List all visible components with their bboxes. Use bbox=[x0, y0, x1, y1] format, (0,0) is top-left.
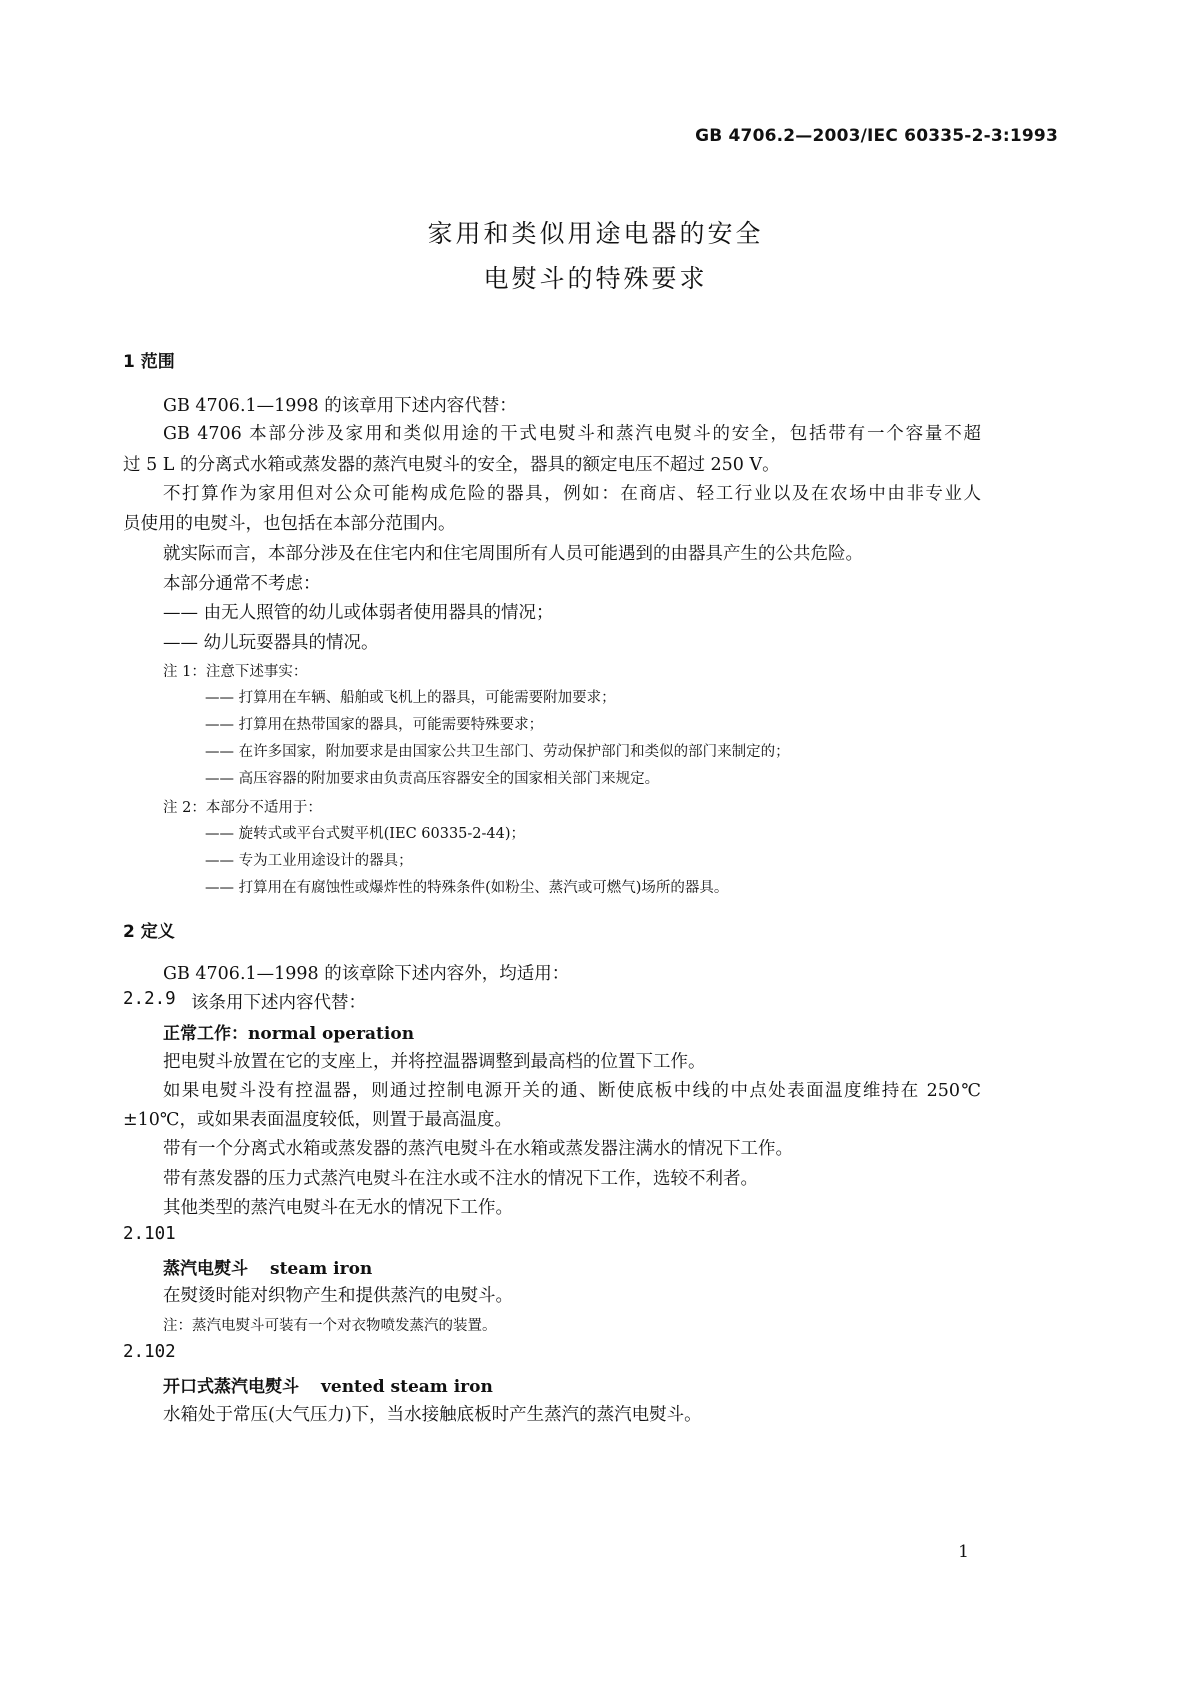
dash-item: —— 幼儿玩耍器具的情况。 bbox=[163, 633, 379, 653]
term-en: vented steam iron bbox=[321, 1377, 493, 1397]
paragraph: GB 4706.1—1998 的该章用下述内容代替： bbox=[163, 396, 517, 416]
term-en: steam iron bbox=[270, 1259, 373, 1279]
paragraph: 本部分通常不考虑： bbox=[163, 574, 321, 594]
note-item: —— 旋转式或平台式熨平机(IEC 60335-2-44)； bbox=[205, 826, 526, 842]
standard-number: GB 4706.2—2003/IEC 60335-2-3:1993 bbox=[695, 126, 1058, 146]
term-en: normal operation bbox=[248, 1024, 415, 1044]
paragraph: ±10℃，或如果表面温度较低，则置于最高温度。 bbox=[123, 1110, 513, 1130]
term-steam-iron bbox=[163, 1254, 372, 1279]
document-title-line-1: 家用和类似用途电器的安全 bbox=[427, 219, 764, 248]
paragraph: 不打算作为家用但对公众可能构成危险的器具，例如：在商店、轻工行业以及在农场中由非专业人 bbox=[163, 484, 981, 504]
term-zh: 蒸汽电熨斗 bbox=[163, 1259, 248, 1279]
term-normal-operation bbox=[163, 1019, 414, 1044]
note-item: —— 打算用在热带国家的器具，可能需要特殊要求； bbox=[205, 717, 544, 733]
clause-text: 该条用下述内容代替： bbox=[191, 993, 366, 1013]
paragraph: 带有蒸发器的压力式蒸汽电熨斗在注水或不注水的情况下工作，选较不利者。 bbox=[163, 1169, 758, 1189]
paragraph: 带有一个分离式水箱或蒸发器的蒸汽电熨斗在水箱或蒸发器注满水的情况下工作。 bbox=[163, 1139, 793, 1159]
section-1-heading: 1 范围 bbox=[123, 352, 175, 372]
paragraph: GB 4706 本部分涉及家用和类似用途的干式电熨斗和蒸汽电熨斗的安全，包括带有一个容量不超 bbox=[163, 424, 981, 444]
note-item: —— 打算用在车辆、船舶或飞机上的器具，可能需要附加要求； bbox=[205, 690, 616, 706]
clause-number: 2.2.9 bbox=[123, 989, 176, 1009]
note: 注：蒸汽电熨斗可装有一个对衣物喷发蒸汽的装置。 bbox=[163, 1318, 497, 1334]
paragraph: 就实际而言，本部分涉及在住宅内和住宅周围所有人员可能遇到的由器具产生的公共危险。 bbox=[163, 544, 863, 564]
term-vented-steam-iron bbox=[163, 1372, 493, 1397]
clause-number: 2.101 bbox=[123, 1224, 176, 1244]
document-title-line-2: 电熨斗的特殊要求 bbox=[483, 264, 708, 293]
paragraph: 如果电熨斗没有控温器，则通过控制电源开关的通、断使底板中线的中点处表面温度维持在 250℃ bbox=[163, 1081, 981, 1101]
note-item: —— 高压容器的附加要求由负责高压容器安全的国家相关部门来规定。 bbox=[205, 771, 660, 787]
clause-number: 2.102 bbox=[123, 1342, 176, 1362]
paragraph: GB 4706.1—1998 的该章除下述内容外，均适用： bbox=[163, 964, 570, 984]
note-item: —— 在许多国家，附加要求是由国家公共卫生部门、劳动保护部门和类似的部门来制定的； bbox=[205, 744, 790, 760]
paragraph: 在熨烫时能对织物产生和提供蒸汽的电熨斗。 bbox=[163, 1286, 513, 1306]
paragraph: 员使用的电熨斗，也包括在本部分范围内。 bbox=[123, 514, 456, 534]
page-number: 1 bbox=[958, 1542, 969, 1562]
dash-item: —— 由无人照管的幼儿或体弱者使用器具的情况； bbox=[163, 603, 554, 623]
note-2-heading: 注 2：本部分不适用于： bbox=[163, 800, 322, 816]
paragraph: 过 5 L 的分离式水箱或蒸发器的蒸汽电熨斗的安全，器具的额定电压不超过 250 V。 bbox=[123, 455, 780, 475]
note-item: —— 打算用在有腐蚀性或爆炸性的特殊条件(如粉尘、蒸汽或可燃气)场所的器具。 bbox=[205, 880, 729, 896]
paragraph: 把电熨斗放置在它的支座上，并将控温器调整到最高档的位置下工作。 bbox=[163, 1052, 706, 1072]
term-zh: 开口式蒸汽电熨斗 bbox=[163, 1377, 299, 1397]
note-1-heading: 注 1：注意下述事实： bbox=[163, 664, 308, 680]
paragraph: 水箱处于常压(大气压力)下，当水接触底板时产生蒸汽的蒸汽电熨斗。 bbox=[163, 1405, 702, 1425]
term-zh: 正常工作： bbox=[163, 1024, 248, 1044]
paragraph: 其他类型的蒸汽电熨斗在无水的情况下工作。 bbox=[163, 1198, 513, 1218]
note-item: —— 专为工业用途设计的器具； bbox=[205, 853, 413, 869]
section-2-heading: 2 定义 bbox=[123, 922, 175, 942]
